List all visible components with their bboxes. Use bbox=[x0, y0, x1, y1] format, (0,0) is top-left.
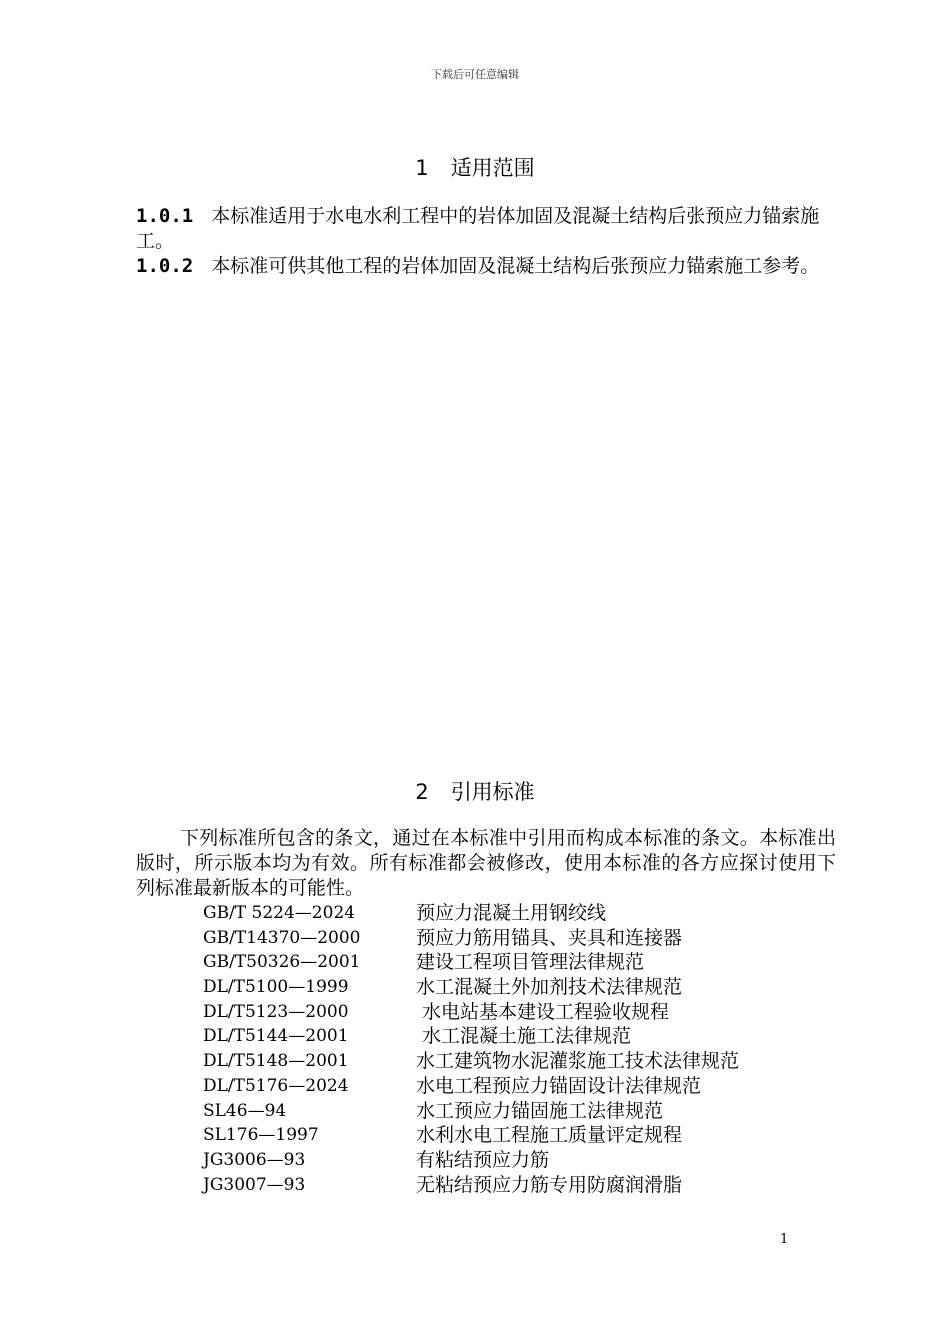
reference-item bbox=[203, 1099, 843, 1124]
reference-title: 水工混凝土施工法律规范 bbox=[416, 1025, 632, 1048]
reference-code: GB/T14370—2000 bbox=[203, 927, 361, 948]
reference-code: SL176—1997 bbox=[203, 1125, 319, 1146]
reference-item bbox=[203, 1024, 843, 1049]
reference-title: 水电站基本建设工程验收规程 bbox=[416, 1000, 670, 1023]
reference-item bbox=[203, 1000, 843, 1025]
section-2-title: 引用标准 bbox=[450, 780, 535, 804]
reference-code: DL/T5144—2001 bbox=[203, 1026, 349, 1047]
reference-title: 水工预应力锚固施工法律规范 bbox=[416, 1099, 664, 1122]
reference-list bbox=[203, 901, 843, 1197]
reference-title: 水工建筑物水泥灌浆施工技术法律规范 bbox=[416, 1050, 740, 1073]
section-2-heading bbox=[0, 776, 950, 806]
clause-number: 1.0.1 bbox=[136, 205, 194, 227]
section-2-number: 2 bbox=[415, 780, 429, 804]
section-1-title: 适用范围 bbox=[450, 156, 535, 180]
reference-title: 水工混凝土外加剂技术法律规范 bbox=[416, 976, 683, 999]
section-2-intro: 下列标准所包含的条文，通过在本标准中引用而构成本标准的条文。本标准出版时，所示版本均为有效。所有标准都会被修改，使用本标准的各方应探讨使用下列标准最新版本的可能性。 bbox=[136, 827, 836, 899]
section-1-number: 1 bbox=[415, 156, 429, 180]
page-number: 1 bbox=[780, 1232, 789, 1247]
reference-item bbox=[203, 1173, 843, 1198]
reference-item bbox=[203, 1049, 843, 1074]
reference-item bbox=[203, 926, 843, 951]
clause-1-0-2 bbox=[136, 254, 836, 279]
clause-text: 本标准可供其他工程的岩体加固及混凝土结构后张预应力锚索施工参考。 bbox=[211, 255, 820, 277]
section-1-heading bbox=[0, 152, 950, 182]
reference-title: 无粘结预应力筋专用防腐润滑脂 bbox=[416, 1173, 683, 1196]
reference-code: DL/T5100—1999 bbox=[203, 977, 349, 998]
reference-code: DL/T5123—2000 bbox=[203, 1001, 349, 1022]
reference-item bbox=[203, 975, 843, 1000]
clause-number: 1.0.2 bbox=[136, 255, 194, 277]
reference-title: 水利水电工程施工质量评定规程 bbox=[416, 1124, 683, 1147]
reference-title: 有粘结预应力筋 bbox=[416, 1148, 550, 1171]
reference-title: 水电工程预应力锚固设计法律规范 bbox=[416, 1074, 702, 1097]
reference-code: DL/T5176—2024 bbox=[203, 1075, 349, 1096]
reference-code: GB/T 5224—2024 bbox=[203, 903, 356, 923]
reference-code: SL46—94 bbox=[203, 1100, 287, 1121]
reference-item bbox=[203, 901, 843, 926]
reference-item bbox=[203, 1074, 843, 1099]
clause-text: 本标准适用于水电水利工程中的岩体加固及混凝土结构后张预应力锚索施工。 bbox=[136, 205, 820, 252]
reference-code: JG3006—93 bbox=[203, 1149, 306, 1170]
reference-item bbox=[203, 950, 843, 975]
reference-item bbox=[203, 1148, 843, 1173]
reference-code: GB/T50326—2001 bbox=[203, 952, 361, 973]
reference-code: JG3007—93 bbox=[203, 1174, 306, 1195]
reference-item bbox=[203, 1123, 843, 1148]
reference-code: DL/T5148—2001 bbox=[203, 1051, 349, 1072]
reference-title: 预应力筋用锚具、夹具和连接器 bbox=[416, 926, 683, 949]
clause-1-0-1 bbox=[136, 204, 836, 254]
header-note: 下载后可任意编辑 bbox=[431, 68, 519, 81]
reference-title: 建设工程项目管理法律规范 bbox=[416, 951, 645, 974]
reference-title: 预应力混凝土用钢绞线 bbox=[416, 902, 607, 924]
